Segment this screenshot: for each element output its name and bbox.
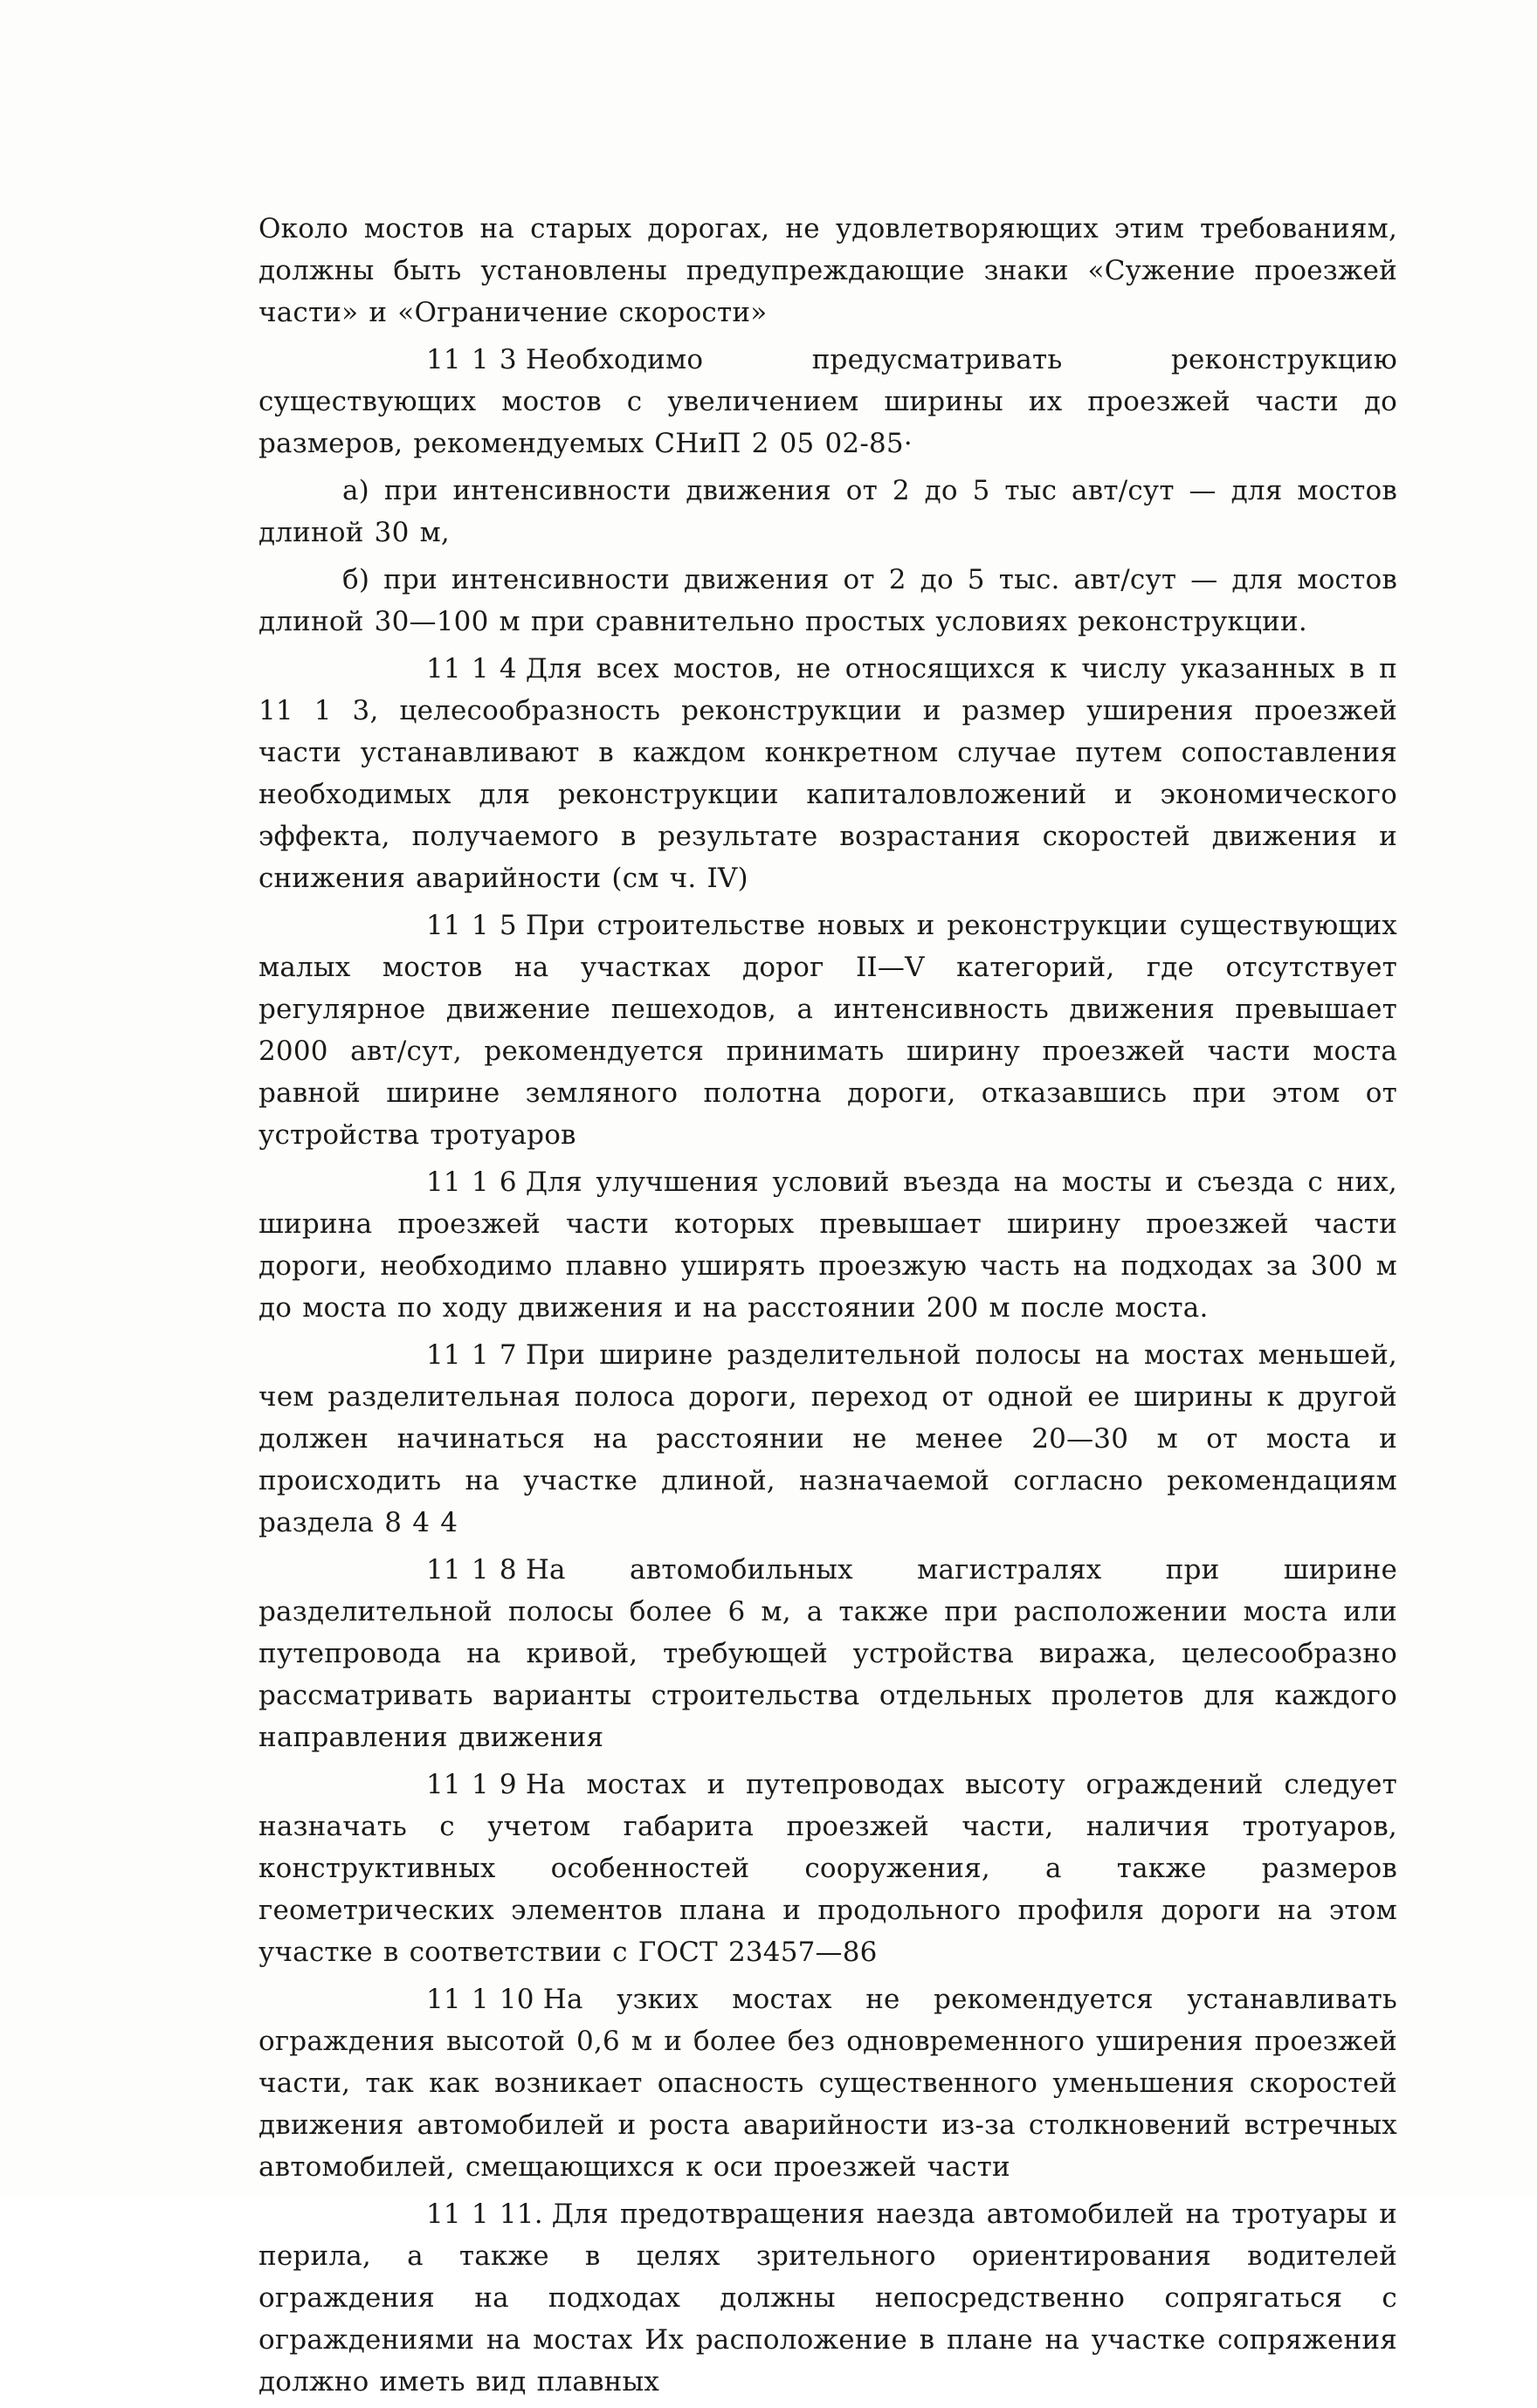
clause-number: 11 1 4 [426,653,517,685]
paragraph-11-1-5 [258,905,1397,1156]
paragraph-11-1-8 [258,1549,1397,1758]
paragraph-11-1-3 [258,339,1397,464]
paragraph-11-1-11 [258,2193,1397,2403]
clause-number: 11 1 9 [426,1769,517,1800]
clause-number: 11 1 10 [426,1984,534,2015]
paragraph-text: При ширине разделительной полосы на мостах меньшей, чем разделительная полоса дороги, переход от одной ее ширины к другой должен начинаться на расстоянии не менее 20—30 м от моста и происходить на участке длиной, назначаемой согласно рекомендациям раздела 8 4 4 [258,1339,1397,1538]
paragraph-text: При строительстве новых и реконструкции существующих малых мостов на участках дорог II—V категорий, где отсутствует регулярное движение пешеходов, а интенсивность движения превышает 2000 авт/сут, рекомендуется принимать ширину проезжей части моста равной ширине земляного полотна дороги, отказавшись при этом от устройства тротуаров [258,910,1397,1151]
paragraph-11-1-7 [258,1334,1397,1544]
paragraph-text: Для улучшения условий въезда на мосты и съезда с них, ширина проезжей части которых превышает ширину проезжей части дороги, необходимо плавно уширять проезжую часть на подходах за 300 м до моста по ходу движения и на расстоянии 200 м после моста. [258,1166,1397,1324]
paragraph-11-1-10 [258,1978,1397,2188]
clause-number: 11 1 8 [426,1554,517,1586]
paragraph-text: Необходимо предусматривать реконструкцию существующих мостов с увеличением ширины их проезжей части до размеров, рекомендуемых СНиП 2 05 02-85· [258,344,1397,459]
paragraph-text: На автомобильных магистралях при ширине разделительной полосы более 6 м, а также при расположении моста или путепровода на кривой, требующей устройства виража, целесообразно рассматривать варианты строительства отдельных пролетов для каждого направления движения [258,1554,1397,1753]
clause-number: 11 1 7 [426,1339,517,1371]
clause-number: 11 1 3 [426,344,517,375]
clause-number: 11 1 11. [426,2198,543,2230]
paragraph-intro [258,208,1397,334]
text-body [258,208,1397,2408]
paragraph-item-b [258,559,1397,643]
paragraph-item-a [258,470,1397,554]
paragraph-text: Для предотвращения наезда автомобилей на тротуары и перила, а также в целях зрительного ориентирования водителей ограждения на подходах должны непосредственно сопрягаться с ограждениями на мостах Их расположение в плане на участке сопряжения должно иметь вид плавных [258,2198,1397,2398]
paragraph-text: б) при интенсивности движения от 2 до 5 тыс. авт/сут — для мостов длиной 30—100 м при сравнительно простых условиях реконструкции. [258,564,1397,637]
paragraph-text: Для всех мостов, не относящихся к числу указанных в п 11 1 3, целесообразность реконструкции и размер уширения проезжей части устанавливают в каждом конкретном случае путем сопоставления необходимых для реконструкции капиталовложений и экономического эффекта, получаемого в результате возрастания скоростей движения и снижения аварийности (см ч. IV) [258,653,1397,894]
paragraph-text: а) при интенсивности движения от 2 до 5 тыс авт/сут — для мостов длиной 30 м, [258,475,1397,548]
clause-number: 11 1 5 [426,910,517,941]
paragraph-11-1-4 [258,648,1397,899]
paragraph-text: На мостах и путепроводах высоту ограждений следует назначать с учетом габарита проезжей части, наличия тротуаров, конструктивных особенностей сооружения, а также размеров геометрических элементов плана и продольного профиля дороги на этом участке в соответствии с ГОСТ 23457—86 [258,1769,1397,1968]
clause-number: 11 1 6 [426,1166,517,1198]
paragraph-text: Около мостов на старых дорогах, не удовлетворяющих этим требованиям, должны быть установлены предупреждающие знаки «Сужение проезжей части» и «Ограничение скорости» [258,213,1397,328]
paragraph-11-1-9 [258,1764,1397,1973]
paragraph-11-1-6 [258,1161,1397,1329]
paragraph-text: На узких мостах не рекомендуется устанавливать ограждения высотой 0,6 м и более без одновременного уширения проезжей части, так как возникает опасность существенного уменьшения скоростей движения автомобилей и роста аварийности из-за столкновений встречных автомобилей, смещающихся к оси проезжей части [258,1984,1397,2183]
